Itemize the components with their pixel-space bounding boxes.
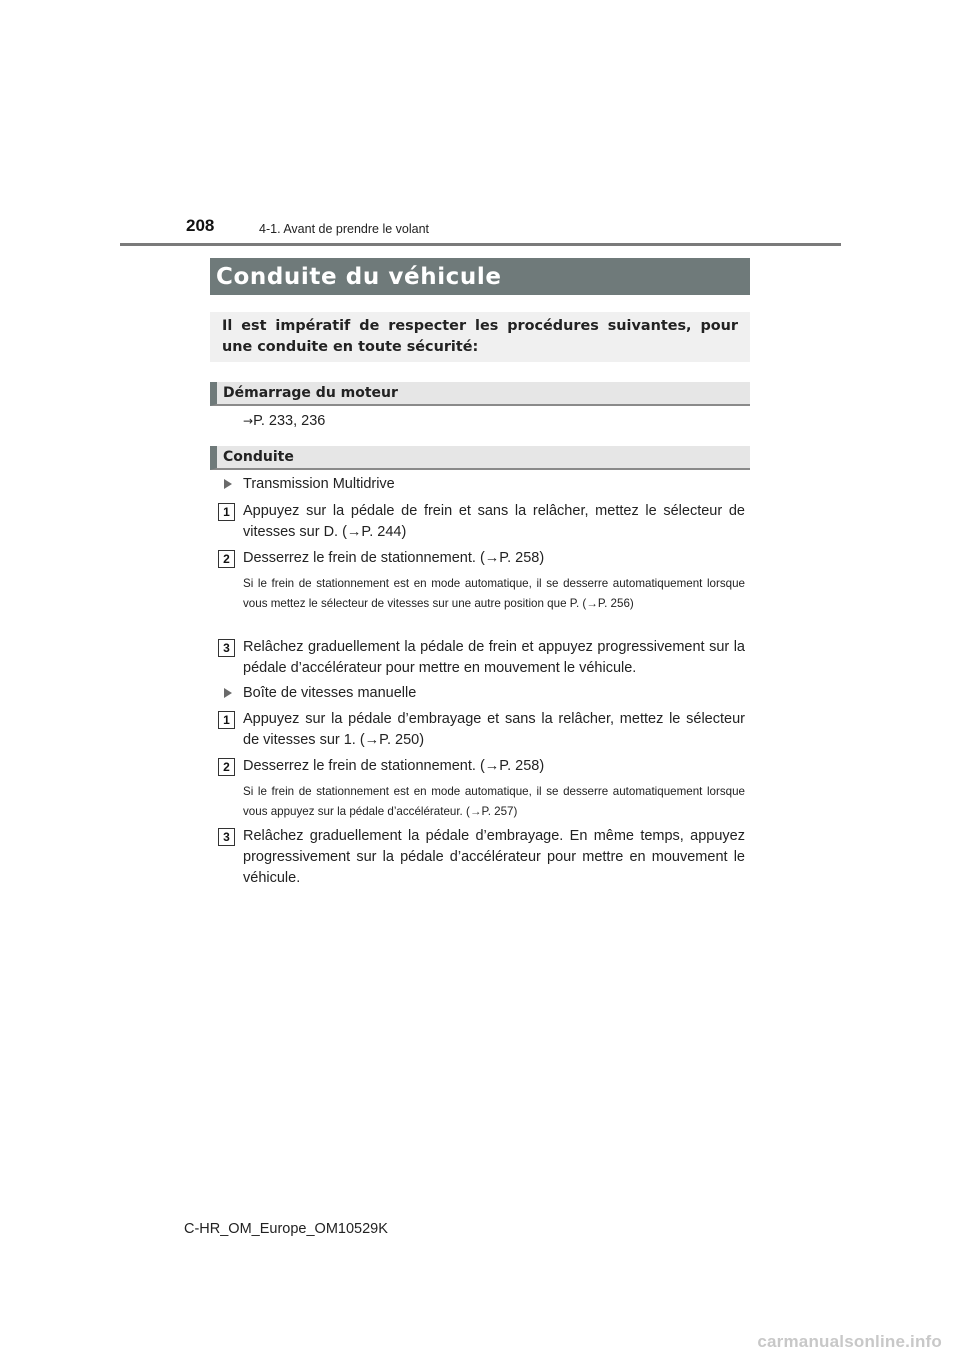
step-badge: 1: [218, 711, 235, 729]
manual-gearbox-label: Boîte de vitesses manuelle: [243, 685, 417, 701]
document-code: C-HR_OM_Europe_OM10529K: [184, 1221, 388, 1237]
multidrive-heading: [224, 476, 395, 492]
page-title: Conduite du véhicule: [216, 263, 502, 290]
step-badge: 2: [218, 758, 235, 776]
step-badge: 2: [218, 550, 235, 568]
step-text: Desserrez le frein de stationnement. (→P. 258): [243, 758, 545, 774]
step-note: Si le frein de stationnement est en mode automatique, il se desserre automatiquement lorsque vous mettez le sélecteur de vitesses sur une autre position que P. (→P. 256): [243, 577, 745, 610]
step-note: Si le frein de stationnement est en mode automatique, il se desserre automatiquement lorsque vous appuyez sur la pédale d’accélérateur. (→P. 257): [243, 785, 745, 818]
arrow-right-icon: →: [243, 414, 254, 428]
step-text: Appuyez sur la pédale de frein et sans la relâcher, mettez le sélecteur de vitesses sur D. (→P. 244): [243, 503, 745, 540]
step-badge: 1: [218, 503, 235, 521]
page-number: 208: [186, 216, 215, 235]
reference-pages: P. 233, 236: [253, 413, 326, 429]
step-badge: 3: [218, 828, 235, 846]
step-text: Relâchez graduellement la pédale de frein et appuyez progressivement sur la pédale d’accélérateur pour mettre en mouvement le véhicule.: [243, 639, 745, 676]
step-text: Appuyez sur la pédale d’embrayage et sans la relâcher, mettez le sélecteur de vitesses sur 1. (→P. 250): [243, 711, 745, 748]
intro-box: Il est impératif de respecter les procédures suivantes, pour une conduite en toute sécurité:: [210, 312, 750, 362]
watermark: carmanualsonline.info: [757, 1332, 942, 1351]
triangle-bullet-icon: [224, 479, 232, 489]
page-title-bar: [210, 258, 750, 295]
subheading-driving: Conduite: [210, 446, 750, 470]
multidrive-label: Transmission Multidrive: [243, 476, 395, 492]
subheading-engine-start: Démarrage du moteur: [210, 382, 750, 406]
step-text: Relâchez graduellement la pédale d’embrayage. En même temps, appuyez progressivement sur la pédale d’accélérateur pour mettre en mouvement le véhicule.: [243, 828, 745, 886]
engine-start-reference: [243, 413, 325, 429]
step-badge: 3: [218, 639, 235, 657]
section-breadcrumb: 4-1. Avant de prendre le volant: [259, 222, 430, 236]
header-divider: [120, 243, 841, 246]
triangle-bullet-icon: [224, 688, 232, 698]
step-text: Desserrez le frein de stationnement. (→P. 258): [243, 550, 545, 566]
manual-gearbox-heading: [224, 685, 416, 701]
